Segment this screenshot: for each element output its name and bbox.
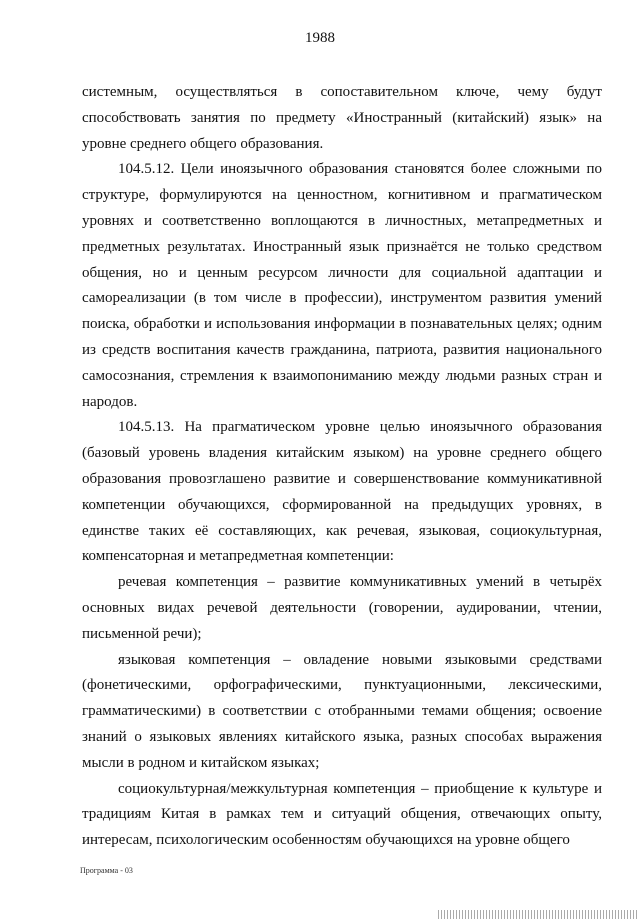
page-number: 1988 [305, 30, 335, 46]
scan-artifact [438, 910, 638, 919]
paragraph-104-5-13: 104.5.13. На прагматическом уровне целью иноязычного образования (базовый уровень владения китайским языком) на уровне среднего общего образования провозглашено развитие и совершенствование коммуникативной компетенции обучающихся, сформированной на предыдущих уровнях, в единстве таких её составляющих, как речевая, языковая, социокультурная, компенсаторная и метапредметная компетенции: [82, 419, 602, 565]
paragraph-language-competence: языковая компетенция – овладение новыми языковыми средствами (фонетическими, орфографическими, пунктуационными, лексическими, грамматическими) в соответствии с отобранными темами общения; освоение знаний о языковых явлениях китайского языка, разных способах выражения мысли в родном и китайском языках; [82, 651, 602, 771]
paragraph-104-5-12: 104.5.12. Цели иноязычного образования становятся более сложными по структуре, формулируются на ценностном, когнитивном и прагматическом уровнях и соответственно воплощаются в личностных, метапредметных и предметных результатах. Иностранный язык признаётся не только средством общения, но и ценным ресурсом личности для социальной адаптации и самореализации (в том числе в профессии), инструментом развития умений поиска, обработки и использования информации в познавательных целях; одним из средств воспитания качеств гражданина, патриота, развития национального самосознания, стремления к взаимопониманию между людьми разных стран и народов. [82, 161, 602, 410]
document-body [82, 80, 602, 854]
paragraph-sociocultural-competence: социокультурная/межкультурная компетенция – приобщение к культуре и традициям Китая в рамках тем и ситуаций общения, отвечающих опыту, интересам, психологическим особенностям обучающихся на уровне общего [82, 780, 602, 849]
paragraph-continuation: системным, осуществляться в сопоставительном ключе, чему будут способствовать занятия по предмету «Иностранный (китайский) язык» на уровне среднего общего образования. [82, 84, 602, 152]
paragraph-speech-competence: речевая компетенция – развитие коммуникативных умений в четырёх основных видах речевой деятельности (говорении, аудировании, чтении, письменной речи); [82, 574, 602, 642]
footer-program-label: Программа - 03 [80, 866, 133, 875]
